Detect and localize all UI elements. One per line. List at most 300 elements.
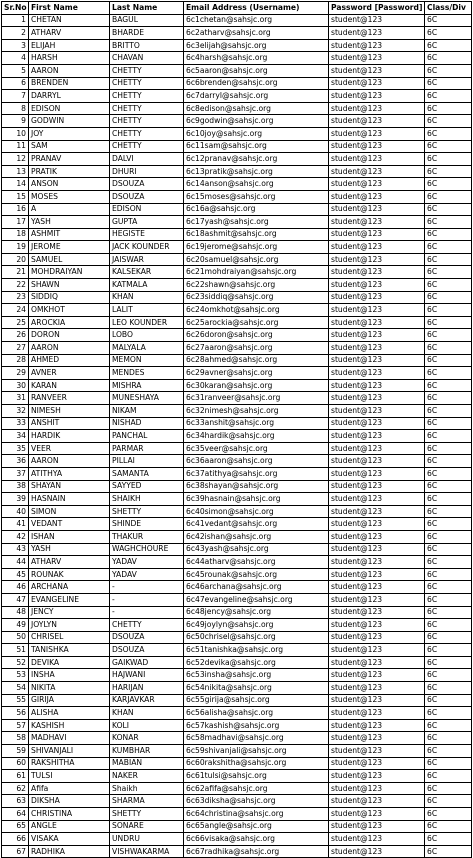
cell-email: 6c34hardik@sahsjc.org	[184, 430, 329, 443]
cell-class-div: 6C	[425, 782, 472, 795]
table-row	[2, 153, 472, 166]
cell-last-name: SHETTY	[110, 808, 184, 821]
cell-password: student@123	[329, 732, 425, 745]
cell-class-div: 6C	[425, 455, 472, 468]
table-row	[2, 757, 472, 770]
cell-class-div: 6C	[425, 543, 472, 556]
cell-first-name: NIMESH	[29, 405, 110, 418]
table-row	[2, 392, 472, 405]
cell-sr-no: 21	[2, 266, 29, 279]
cell-email: 6c3elijah@sahsjc.org	[184, 39, 329, 52]
cell-last-name: KATMALA	[110, 279, 184, 292]
cell-password: student@123	[329, 354, 425, 367]
cell-first-name: JEROME	[29, 241, 110, 254]
table-row	[2, 606, 472, 619]
cell-sr-no: 9	[2, 115, 29, 128]
cell-class-div: 6C	[425, 316, 472, 329]
table-row	[2, 543, 472, 556]
cell-password: student@123	[329, 115, 425, 128]
cell-last-name: EDISON	[110, 203, 184, 216]
cell-password: student@123	[329, 619, 425, 632]
cell-first-name: OMKHOT	[29, 304, 110, 317]
cell-password: student@123	[329, 165, 425, 178]
cell-last-name: CHETTY	[110, 115, 184, 128]
cell-last-name: CHETTY	[110, 64, 184, 77]
cell-class-div: 6C	[425, 367, 472, 380]
cell-sr-no: 28	[2, 354, 29, 367]
cell-sr-no: 59	[2, 745, 29, 758]
table-row	[2, 140, 472, 153]
cell-first-name: AROCKIA	[29, 316, 110, 329]
cell-first-name: CHRISTINA	[29, 808, 110, 821]
table-row	[2, 480, 472, 493]
cell-email: 6c59shivanjali@sahsjc.org	[184, 745, 329, 758]
cell-first-name: GODWIN	[29, 115, 110, 128]
cell-password: student@123	[329, 467, 425, 480]
cell-class-div: 6C	[425, 707, 472, 720]
cell-sr-no: 50	[2, 631, 29, 644]
cell-class-div: 6C	[425, 165, 472, 178]
cell-password: student@123	[329, 127, 425, 140]
cell-first-name: VISAKA	[29, 833, 110, 846]
cell-class-div: 6C	[425, 228, 472, 241]
cell-sr-no: 14	[2, 178, 29, 191]
table-row	[2, 342, 472, 355]
cell-sr-no: 8	[2, 102, 29, 115]
table-row	[2, 253, 472, 266]
cell-first-name: SHAWN	[29, 279, 110, 292]
cell-class-div: 6C	[425, 379, 472, 392]
table-row	[2, 329, 472, 342]
cell-last-name: -	[110, 606, 184, 619]
cell-first-name: MADHAVI	[29, 732, 110, 745]
cell-sr-no: 37	[2, 467, 29, 480]
cell-sr-no: 2	[2, 27, 29, 40]
cell-email: 6c31ranveer@sahsjc.org	[184, 392, 329, 405]
cell-sr-no: 4	[2, 52, 29, 65]
cell-last-name: BRITTO	[110, 39, 184, 52]
table-row	[2, 64, 472, 77]
cell-email: 6c33anshit@sahsjc.org	[184, 417, 329, 430]
cell-password: student@123	[329, 455, 425, 468]
cell-email: 6c32nimesh@sahsjc.org	[184, 405, 329, 418]
cell-class-div: 6C	[425, 480, 472, 493]
cell-email: 6c12pranav@sahsjc.org	[184, 153, 329, 166]
cell-class-div: 6C	[425, 115, 472, 128]
cell-last-name: YADAV	[110, 568, 184, 581]
cell-first-name: DARRYL	[29, 90, 110, 103]
table-row	[2, 581, 472, 594]
cell-password: student@123	[329, 329, 425, 342]
cell-email: 6c28ahmed@sahsjc.org	[184, 354, 329, 367]
cell-class-div: 6C	[425, 140, 472, 153]
cell-sr-no: 20	[2, 253, 29, 266]
table-row	[2, 190, 472, 203]
cell-first-name: AVNER	[29, 367, 110, 380]
cell-sr-no: 22	[2, 279, 29, 292]
cell-first-name: PRANAV	[29, 153, 110, 166]
cell-email: 6c9godwin@sahsjc.org	[184, 115, 329, 128]
cell-first-name: ANGLE	[29, 820, 110, 833]
table-row	[2, 467, 472, 480]
table-row	[2, 556, 472, 569]
cell-email: 6c21mohdraiyan@sahsjc.org	[184, 266, 329, 279]
cell-first-name: SIMON	[29, 505, 110, 518]
cell-class-div: 6C	[425, 833, 472, 846]
cell-last-name: SAMANTA	[110, 467, 184, 480]
cell-password: student@123	[329, 644, 425, 657]
cell-password: student@123	[329, 178, 425, 191]
header-sr-no: Sr.No	[2, 2, 29, 15]
cell-last-name: PILLAI	[110, 455, 184, 468]
cell-password: student@123	[329, 291, 425, 304]
cell-password: student@123	[329, 556, 425, 569]
cell-password: student@123	[329, 241, 425, 254]
table-row	[2, 568, 472, 581]
cell-sr-no: 55	[2, 694, 29, 707]
cell-last-name: NAKER	[110, 770, 184, 783]
cell-last-name: KOLI	[110, 719, 184, 732]
table-row	[2, 27, 472, 40]
header-password: Password [Password]	[329, 2, 425, 15]
table-row	[2, 694, 472, 707]
cell-sr-no: 45	[2, 568, 29, 581]
cell-sr-no: 24	[2, 304, 29, 317]
cell-email: 6c52devika@sahsjc.org	[184, 656, 329, 669]
cell-email: 6c15moses@sahsjc.org	[184, 190, 329, 203]
cell-email: 6c57kashish@sahsjc.org	[184, 719, 329, 732]
cell-class-div: 6C	[425, 354, 472, 367]
cell-email: 6c38shayan@sahsjc.org	[184, 480, 329, 493]
cell-password: student@123	[329, 845, 425, 858]
cell-last-name: UNDRU	[110, 833, 184, 846]
table-row	[2, 593, 472, 606]
cell-class-div: 6C	[425, 669, 472, 682]
cell-first-name: Afifa	[29, 782, 110, 795]
table-row	[2, 291, 472, 304]
cell-class-div: 6C	[425, 556, 472, 569]
cell-sr-no: 58	[2, 732, 29, 745]
cell-class-div: 6C	[425, 757, 472, 770]
table-row	[2, 770, 472, 783]
table-row	[2, 505, 472, 518]
table-row	[2, 178, 472, 191]
cell-first-name: MOSES	[29, 190, 110, 203]
cell-password: student@123	[329, 833, 425, 846]
cell-first-name: SAM	[29, 140, 110, 153]
cell-last-name: CHETTY	[110, 140, 184, 153]
cell-first-name: PRATIK	[29, 165, 110, 178]
cell-sr-no: 1	[2, 14, 29, 27]
cell-first-name: KARAN	[29, 379, 110, 392]
cell-sr-no: 66	[2, 833, 29, 846]
cell-email: 6c42ishan@sahsjc.org	[184, 530, 329, 543]
cell-last-name: VISHWAKARMA	[110, 845, 184, 858]
cell-first-name: RANVEER	[29, 392, 110, 405]
cell-last-name: BHARDE	[110, 27, 184, 40]
cell-last-name: SAYYED	[110, 480, 184, 493]
cell-class-div: 6C	[425, 430, 472, 443]
table-row	[2, 203, 472, 216]
cell-first-name: ATITHYA	[29, 467, 110, 480]
cell-email: 6c6brenden@sahsjc.org	[184, 77, 329, 90]
table-row	[2, 165, 472, 178]
cell-sr-no: 63	[2, 795, 29, 808]
table-row	[2, 216, 472, 229]
cell-last-name: CHETTY	[110, 102, 184, 115]
cell-last-name: MABIAN	[110, 757, 184, 770]
cell-sr-no: 61	[2, 770, 29, 783]
cell-last-name: PANCHAL	[110, 430, 184, 443]
cell-first-name: SHIVANJALI	[29, 745, 110, 758]
table-row	[2, 228, 472, 241]
cell-password: student@123	[329, 707, 425, 720]
cell-class-div: 6C	[425, 530, 472, 543]
cell-first-name: DORON	[29, 329, 110, 342]
cell-email: 6c66visaka@sahsjc.org	[184, 833, 329, 846]
table-row	[2, 90, 472, 103]
table-body	[2, 14, 472, 858]
cell-email: 6c13pratik@sahsjc.org	[184, 165, 329, 178]
cell-first-name: INSHA	[29, 669, 110, 682]
cell-email: 6c49joylyn@sahsjc.org	[184, 619, 329, 632]
cell-sr-no: 49	[2, 619, 29, 632]
cell-password: student@123	[329, 694, 425, 707]
cell-last-name: MENDES	[110, 367, 184, 380]
cell-email: 6c25arockia@sahsjc.org	[184, 316, 329, 329]
cell-class-div: 6C	[425, 90, 472, 103]
table-row	[2, 455, 472, 468]
cell-email: 6c61tulsi@sahsjc.org	[184, 770, 329, 783]
cell-class-div: 6C	[425, 27, 472, 40]
cell-sr-no: 7	[2, 90, 29, 103]
cell-password: student@123	[329, 216, 425, 229]
cell-first-name: EVANGELINE	[29, 593, 110, 606]
cell-password: student@123	[329, 782, 425, 795]
cell-email: 6c50chrisel@sahsjc.org	[184, 631, 329, 644]
cell-last-name: KONAR	[110, 732, 184, 745]
cell-sr-no: 53	[2, 669, 29, 682]
cell-class-div: 6C	[425, 291, 472, 304]
cell-sr-no: 27	[2, 342, 29, 355]
cell-email: 6c62afifa@sahsjc.org	[184, 782, 329, 795]
cell-password: student@123	[329, 417, 425, 430]
cell-email: 6c39hasnain@sahsjc.org	[184, 493, 329, 506]
cell-password: student@123	[329, 631, 425, 644]
cell-first-name: JOY	[29, 127, 110, 140]
cell-password: student@123	[329, 153, 425, 166]
cell-class-div: 6C	[425, 178, 472, 191]
cell-last-name: CHETTY	[110, 127, 184, 140]
cell-email: 6c64christina@sahsjc.org	[184, 808, 329, 821]
cell-class-div: 6C	[425, 656, 472, 669]
cell-last-name: LOBO	[110, 329, 184, 342]
table-row	[2, 316, 472, 329]
cell-password: student@123	[329, 405, 425, 418]
table-row	[2, 442, 472, 455]
table-row	[2, 77, 472, 90]
table-row	[2, 530, 472, 543]
cell-class-div: 6C	[425, 845, 472, 858]
cell-sr-no: 57	[2, 719, 29, 732]
cell-password: student@123	[329, 392, 425, 405]
cell-last-name: CHETTY	[110, 619, 184, 632]
cell-email: 6c29avner@sahsjc.org	[184, 367, 329, 380]
cell-sr-no: 12	[2, 153, 29, 166]
cell-first-name: NIKITA	[29, 682, 110, 695]
cell-last-name: LEO KOUNDER	[110, 316, 184, 329]
cell-first-name: ANSON	[29, 178, 110, 191]
cell-last-name: SHETTY	[110, 505, 184, 518]
cell-sr-no: 54	[2, 682, 29, 695]
cell-first-name: DIKSHA	[29, 795, 110, 808]
cell-sr-no: 52	[2, 656, 29, 669]
cell-sr-no: 6	[2, 77, 29, 90]
table-row	[2, 266, 472, 279]
table-row	[2, 518, 472, 531]
cell-last-name: JAISWAR	[110, 253, 184, 266]
cell-first-name: HARDIK	[29, 430, 110, 443]
cell-first-name: ELIJAH	[29, 39, 110, 52]
cell-email: 6c46archana@sahsjc.org	[184, 581, 329, 594]
cell-first-name: JOYLYN	[29, 619, 110, 632]
cell-sr-no: 42	[2, 530, 29, 543]
cell-sr-no: 17	[2, 216, 29, 229]
table-row	[2, 782, 472, 795]
table-row	[2, 354, 472, 367]
cell-sr-no: 15	[2, 190, 29, 203]
cell-class-div: 6C	[425, 518, 472, 531]
cell-password: student@123	[329, 266, 425, 279]
cell-last-name: -	[110, 581, 184, 594]
table-row	[2, 379, 472, 392]
cell-last-name: YADAV	[110, 556, 184, 569]
cell-email: 6c24omkhot@sahsjc.org	[184, 304, 329, 317]
cell-password: student@123	[329, 581, 425, 594]
cell-password: student@123	[329, 27, 425, 40]
cell-class-div: 6C	[425, 568, 472, 581]
cell-email: 6c67radhika@sahsjc.org	[184, 845, 329, 858]
cell-email: 6c4harsh@sahsjc.org	[184, 52, 329, 65]
cell-sr-no: 29	[2, 367, 29, 380]
cell-first-name: BRENDEN	[29, 77, 110, 90]
cell-password: student@123	[329, 656, 425, 669]
cell-email: 6c27aaron@sahsjc.org	[184, 342, 329, 355]
cell-class-div: 6C	[425, 719, 472, 732]
cell-first-name: ISHAN	[29, 530, 110, 543]
cell-first-name: CHRISEL	[29, 631, 110, 644]
cell-first-name: VEER	[29, 442, 110, 455]
cell-last-name: KARJAVKAR	[110, 694, 184, 707]
table-row	[2, 493, 472, 506]
header-first-name: First Name	[29, 2, 110, 15]
cell-password: student@123	[329, 316, 425, 329]
cell-last-name: GUPTA	[110, 216, 184, 229]
table-row	[2, 745, 472, 758]
cell-sr-no: 26	[2, 329, 29, 342]
cell-sr-no: 30	[2, 379, 29, 392]
cell-first-name: AHMED	[29, 354, 110, 367]
cell-sr-no: 62	[2, 782, 29, 795]
cell-password: student@123	[329, 669, 425, 682]
cell-password: student@123	[329, 719, 425, 732]
cell-sr-no: 11	[2, 140, 29, 153]
cell-first-name: ATHARV	[29, 27, 110, 40]
cell-class-div: 6C	[425, 493, 472, 506]
cell-password: student@123	[329, 770, 425, 783]
cell-email: 6c40simon@sahsjc.org	[184, 505, 329, 518]
cell-first-name: ALISHA	[29, 707, 110, 720]
cell-sr-no: 65	[2, 820, 29, 833]
cell-class-div: 6C	[425, 14, 472, 27]
cell-password: student@123	[329, 606, 425, 619]
table-row	[2, 669, 472, 682]
cell-email: 6c10joy@sahsjc.org	[184, 127, 329, 140]
cell-class-div: 6C	[425, 77, 472, 90]
cell-last-name: DSOUZA	[110, 631, 184, 644]
cell-sr-no: 47	[2, 593, 29, 606]
cell-class-div: 6C	[425, 732, 472, 745]
table-row	[2, 619, 472, 632]
cell-sr-no: 13	[2, 165, 29, 178]
cell-sr-no: 18	[2, 228, 29, 241]
table-row	[2, 631, 472, 644]
cell-class-div: 6C	[425, 64, 472, 77]
cell-last-name: GAIKWAD	[110, 656, 184, 669]
cell-sr-no: 44	[2, 556, 29, 569]
cell-first-name: TULSI	[29, 770, 110, 783]
cell-password: student@123	[329, 442, 425, 455]
cell-password: student@123	[329, 203, 425, 216]
table-row	[2, 52, 472, 65]
cell-class-div: 6C	[425, 253, 472, 266]
cell-sr-no: 64	[2, 808, 29, 821]
cell-class-div: 6C	[425, 442, 472, 455]
cell-password: student@123	[329, 480, 425, 493]
cell-sr-no: 5	[2, 64, 29, 77]
cell-email: 6c48jency@sahsjc.org	[184, 606, 329, 619]
cell-sr-no: 38	[2, 480, 29, 493]
cell-password: student@123	[329, 304, 425, 317]
cell-last-name: PARMAR	[110, 442, 184, 455]
cell-last-name: KHAN	[110, 291, 184, 304]
cell-last-name: CHAVAN	[110, 52, 184, 65]
cell-first-name: ARCHANA	[29, 581, 110, 594]
cell-class-div: 6C	[425, 682, 472, 695]
cell-password: student@123	[329, 795, 425, 808]
cell-class-div: 6C	[425, 505, 472, 518]
table-row	[2, 405, 472, 418]
cell-class-div: 6C	[425, 694, 472, 707]
cell-class-div: 6C	[425, 153, 472, 166]
cell-first-name: HARSH	[29, 52, 110, 65]
cell-password: student@123	[329, 140, 425, 153]
cell-last-name: DSOUZA	[110, 178, 184, 191]
cell-last-name: BAGUL	[110, 14, 184, 27]
cell-email: 6c51tanishka@sahsjc.org	[184, 644, 329, 657]
cell-class-div: 6C	[425, 203, 472, 216]
cell-first-name: ANSHIT	[29, 417, 110, 430]
cell-password: student@123	[329, 379, 425, 392]
cell-email: 6c54nikita@sahsjc.org	[184, 682, 329, 695]
cell-first-name: VEDANT	[29, 518, 110, 531]
cell-password: student@123	[329, 279, 425, 292]
cell-email: 6c37atithya@sahsjc.org	[184, 467, 329, 480]
cell-password: student@123	[329, 820, 425, 833]
table-row	[2, 304, 472, 317]
cell-password: student@123	[329, 808, 425, 821]
cell-sr-no: 48	[2, 606, 29, 619]
